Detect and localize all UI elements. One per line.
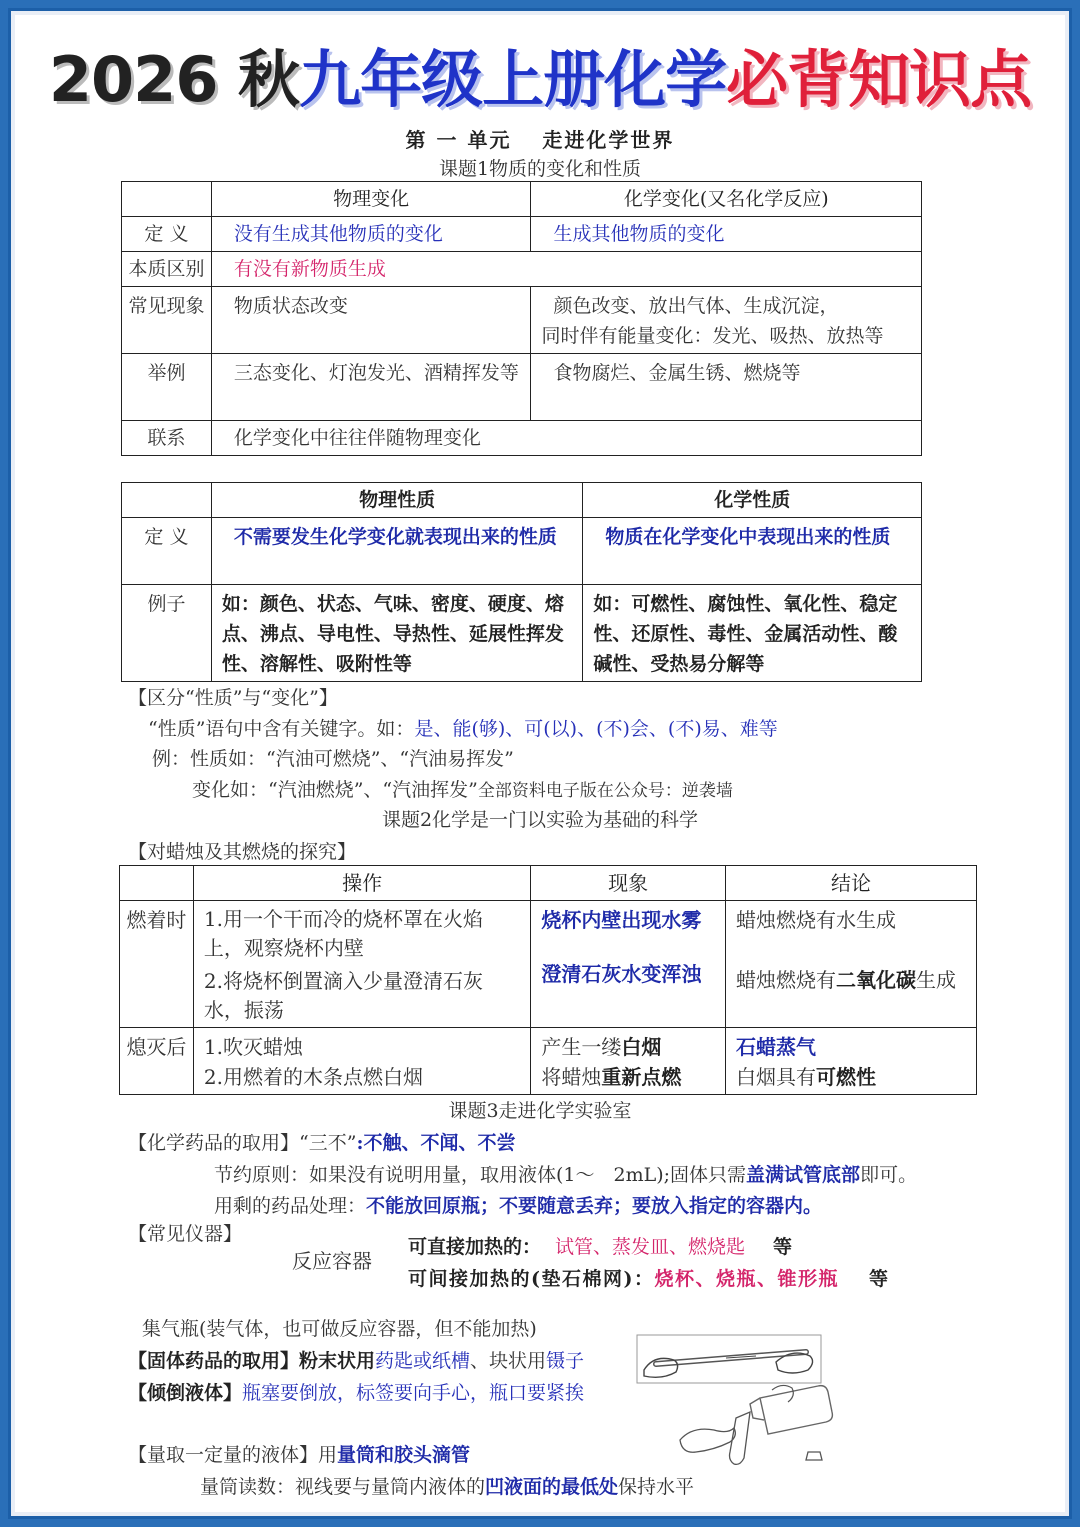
phys-property-example: 如：颜色、状态、气味、密度、硬度、熔点、沸点、导电性、导热性、延展性挥发性、溶解性、吸附性等	[211, 585, 583, 682]
burning-c1: 蜡烛燃烧有水生成	[736, 908, 896, 932]
lesson3-heading: 课题3走进化学实验室	[448, 1100, 632, 1122]
reading-end: 保持水平	[618, 1476, 695, 1498]
indirect-etc: 等	[869, 1268, 890, 1290]
pour-heading: 【倾倒液体】	[128, 1382, 243, 1404]
c2-co2: 二氧化碳	[836, 968, 916, 992]
corner-cell	[122, 483, 212, 518]
watermark-note: 全部资料电子版在公众号：逆袭墙	[477, 781, 733, 801]
burning-op1: 1.用一个干而冷的烧杯罩在火焰上，观察烧杯内壁	[203, 907, 483, 960]
instruments-heading: 【常见仪器】	[128, 1223, 243, 1245]
reagent-heading: 【化学药品的取用】“三不”	[128, 1132, 357, 1154]
burning-ph2: 澄清石灰水变浑浊	[541, 962, 702, 986]
table-row	[122, 518, 922, 585]
table-row	[120, 901, 977, 1028]
header-phenomenon: 现象	[531, 866, 726, 901]
distinguish-line2: 例：性质如：“汽油可燃烧”、“汽油易挥发”	[152, 748, 514, 770]
ext-phenomena	[531, 1028, 726, 1095]
measure-heading: 【量取一定量的液体】用	[128, 1444, 338, 1466]
burning-c2	[736, 965, 968, 995]
chem-phenomenon	[531, 287, 922, 354]
cylinder-reading-rule	[200, 1472, 694, 1499]
unit-heading: 第 一 单元 走进化学世界	[405, 128, 675, 152]
change-examples: 变化如：“汽油燃烧”、“汽油挥发”	[192, 779, 478, 801]
change-table	[121, 181, 922, 456]
solid-tweezers: 镊子	[546, 1350, 585, 1372]
indirect-label: 可间接加热的(垫石棉网)：	[408, 1268, 655, 1290]
c2-suffix: 生成	[916, 968, 956, 992]
header-chemical-change: 化学变化(又名化学反应)	[531, 182, 922, 217]
chem-change-def: 生成其他物质的变化	[531, 217, 922, 252]
corner-cell	[120, 866, 194, 901]
ph1-smoke: 白烟	[621, 1035, 662, 1059]
pouring-liquid-illustration	[676, 1380, 836, 1466]
solid-mid: 、块状用	[470, 1350, 547, 1372]
phys-phenomenon: 物质状态改变	[211, 287, 531, 354]
test-tube-hands-illustration	[636, 1334, 822, 1384]
table-row	[122, 252, 922, 287]
table-row	[122, 354, 922, 421]
ext-c2	[736, 1062, 968, 1092]
phys-change-def: 没有生成其他物质的变化	[211, 217, 531, 252]
ext-ph1	[541, 1032, 717, 1062]
page-title	[0, 40, 1080, 120]
pour-liquid-rule	[128, 1378, 584, 1405]
row-label: 举例	[122, 354, 212, 421]
title-grade: 九年级上册化学	[299, 43, 727, 116]
leftover-rule	[214, 1191, 822, 1218]
indirect-items: 烧杯、烧瓶、锥形瓶	[654, 1268, 839, 1290]
row-label: 定 义	[122, 518, 212, 585]
reagent-rule	[128, 1128, 515, 1155]
chem-example: 食物腐烂、金属生锈、燃烧等	[531, 354, 922, 421]
row-label: 例子	[122, 585, 212, 682]
direct-heat	[408, 1232, 792, 1259]
phys-example: 三态变化、灯泡发光、酒精挥发等	[211, 354, 531, 421]
direct-items: 试管、蒸发皿、燃烧匙	[555, 1236, 746, 1258]
ext-c1: 石蜡蒸气	[736, 1035, 816, 1059]
saving-principle	[214, 1160, 917, 1187]
header-operation: 操作	[193, 866, 530, 901]
indirect-heat	[408, 1264, 890, 1291]
essence-value: 有没有新物质生成	[211, 252, 921, 287]
row-label: 燃着时	[120, 901, 194, 1028]
chem-phenomenon-line1: 颜色改变、放出气体、生成沉淀，	[553, 295, 839, 317]
table-row	[120, 1028, 977, 1095]
leftover-label: 用剩的药品处理：	[214, 1195, 367, 1217]
title-year: 2026 秋	[48, 43, 300, 116]
leftover-value: 不能放回原瓶；不要随意丢弃；要放入指定的容器内。	[366, 1195, 823, 1217]
c2-prefix: 白烟具有	[736, 1065, 816, 1089]
pour-rule: 瓶塞要倒放，标签要向手心，瓶口要紧挨	[242, 1382, 585, 1404]
lesson1-heading: 课题1物质的变化和性质	[438, 158, 642, 180]
keyword-intro: “性质”语句中含有关键字。如：	[148, 718, 415, 740]
ext-ph2	[541, 1062, 717, 1092]
title-must: 必背知识点	[726, 43, 1032, 116]
row-label: 联系	[122, 421, 212, 456]
keyword-list: 是、能(够)、可(以)、(不)会、(不)易、难等	[414, 718, 778, 740]
candle-table	[119, 865, 977, 1095]
ext-conclusions	[726, 1028, 977, 1095]
c2-flammable: 可燃性	[816, 1065, 876, 1089]
saving-end: 即可。	[860, 1164, 918, 1186]
ph2-prefix: 将蜡烛	[541, 1065, 602, 1089]
table-row	[122, 287, 922, 354]
measure-tools: 量筒和胶头滴管	[337, 1444, 471, 1466]
saving-text: 节约原则：如果没有说明用量，取用液体(1～ 2mL);固体只需	[214, 1164, 747, 1186]
row-label: 定 义	[122, 217, 212, 252]
header-physical-property: 物理性质	[211, 483, 583, 518]
meniscus: 凹液面的最低处	[485, 1476, 619, 1498]
table-row	[122, 217, 922, 252]
distinguish-heading: 【区分“性质”与“变化”】	[128, 687, 338, 709]
distinguish-line1	[148, 714, 778, 741]
three-nots: :不触、不闻、不尝	[356, 1132, 516, 1154]
header-chemical-property: 化学性质	[583, 483, 922, 518]
table-row	[122, 483, 922, 518]
ph1-prefix: 产生一缕	[541, 1035, 622, 1059]
direct-etc: 等	[773, 1236, 793, 1258]
corner-cell	[122, 182, 212, 217]
ext-op2: 2.用燃着的木条点燃白烟	[203, 1065, 423, 1089]
distinguish-line3	[192, 775, 733, 802]
burning-op2: 2.将烧杯倒置滴入少量澄清石灰水，振荡	[203, 969, 483, 1022]
solid-reagent-rule	[128, 1346, 584, 1373]
chem-phenomenon-line2: 同时伴有能量变化：发光、吸热、放热等	[541, 325, 884, 347]
table-row	[122, 585, 922, 682]
solid-spoon: 药匙或纸槽	[375, 1350, 471, 1372]
reaction-container-label: 反应容器	[292, 1249, 372, 1273]
gas-bottle-note: 集气瓶(装气体，也可做反应容器，但不能加热)	[142, 1318, 537, 1340]
measure-liquid-rule	[128, 1440, 470, 1467]
burning-operations	[193, 901, 530, 1028]
header-conclusion: 结论	[726, 866, 977, 901]
row-label: 本质区别	[122, 252, 212, 287]
burning-ph1: 烧杯内壁出现水雾	[541, 908, 702, 932]
chem-property-example: 如：可燃性、腐蚀性、氧化性、稳定性、还原性、毒性、金属活动性、酸碱性、受热易分解等	[583, 585, 922, 682]
reading-text: 量筒读数：视线要与量筒内液体的	[200, 1476, 486, 1498]
ext-operations	[193, 1028, 530, 1095]
ph2-relight: 重新点燃	[601, 1065, 682, 1089]
solid-prefix: 【固体药品的取用】粉末状用	[128, 1350, 376, 1372]
c2-prefix: 蜡烛燃烧有	[736, 968, 836, 992]
cover-bottom: 盖满试管底部	[746, 1164, 861, 1186]
header-physical-change: 物理变化	[211, 182, 531, 217]
lesson2-heading: 课题2化学是一门以实验为基础的科学	[381, 809, 699, 831]
row-label: 熄灭后	[120, 1028, 194, 1095]
table-row	[122, 421, 922, 456]
burning-phenomena	[531, 901, 726, 1028]
ext-op1: 1.吹灭蜡烛	[203, 1035, 303, 1059]
row-label: 常见现象	[122, 287, 212, 354]
property-table	[121, 482, 922, 682]
relation-value: 化学变化中往往伴随物理变化	[211, 421, 921, 456]
phys-property-def: 不需要发生化学变化就表现出来的性质	[211, 518, 583, 585]
candle-heading: 【对蜡烛及其燃烧的探究】	[128, 841, 357, 863]
chem-property-def: 物质在化学变化中表现出来的性质	[583, 518, 922, 585]
direct-label: 可直接加热的：	[408, 1236, 542, 1258]
table-row	[122, 182, 922, 217]
table-row	[120, 866, 977, 901]
burning-conclusions	[726, 901, 977, 1028]
